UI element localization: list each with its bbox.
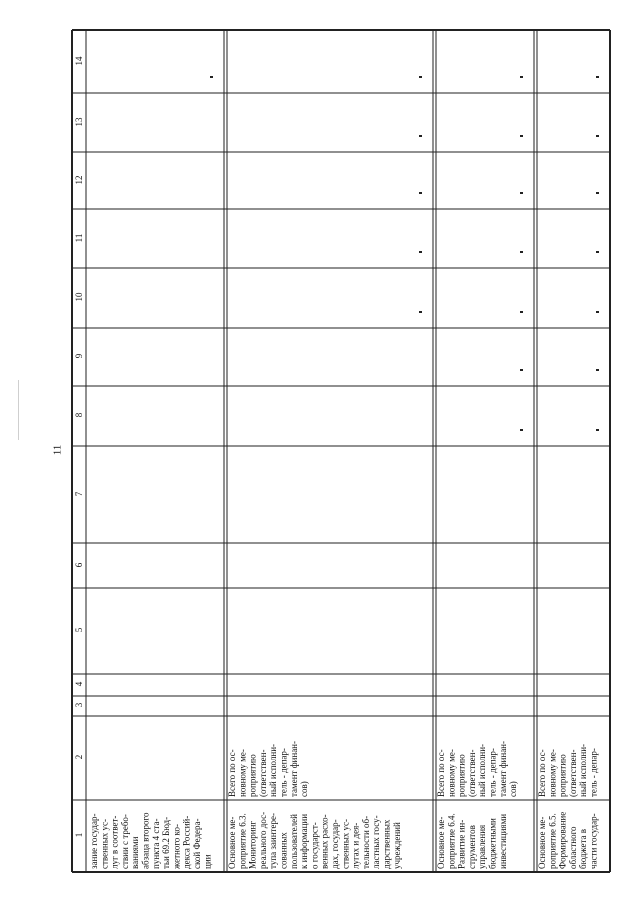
column-header-7: 7 [74, 491, 84, 496]
page-number: 11 [51, 444, 64, 456]
dash-mark [596, 251, 599, 253]
column-header-3: 3 [74, 702, 84, 708]
column-header-4: 4 [74, 681, 84, 687]
column-header-8: 8 [74, 412, 84, 418]
dash-mark [520, 135, 523, 137]
row-4-column-1: Основное ме- роприятие 6.5. Формирование областного бюджета в части государ- [537, 811, 599, 869]
column-header-13: 13 [74, 117, 84, 126]
row-2-column-1: Основное ме- роприятие 6.3. Мониторинг реального дос- тупа заинтере- сованных пользователей к информации о государст- венных расхо- дах, государ- ственных ус- лугах и дея- тельности об- ластных госу- дарственных учреждений [227, 811, 402, 869]
dash-mark [596, 192, 599, 194]
row-1-column-1: зание государ- ственных ус- луг в соответ- ствии с требо- ваниями абзаца второго пункта 4 ста- тьи 69.2 Бюд- жетного ко- декса Россий- ской Федера- ции [89, 812, 213, 869]
dash-mark [210, 76, 213, 78]
dash-mark [419, 192, 422, 194]
column-header-6: 6 [74, 562, 84, 567]
dash-mark [596, 369, 599, 371]
dash-mark [520, 251, 523, 253]
dash-mark [419, 135, 422, 137]
column-header-14: 14 [74, 56, 84, 65]
column-header-1: 1 [74, 832, 84, 838]
dash-mark [520, 311, 523, 313]
column-header-12: 12 [74, 175, 84, 184]
column-header-9: 9 [74, 353, 84, 359]
column-header-5: 5 [74, 627, 84, 633]
dash-mark [596, 429, 599, 431]
row-4-column-2: Всего по ос- новному ме- роприятию (ответствен- ный исполни- тель - депар- [537, 743, 599, 797]
dash-mark [520, 76, 523, 78]
dash-mark [419, 251, 422, 253]
dash-mark [596, 135, 599, 137]
dash-mark [419, 311, 422, 313]
dash-mark [520, 192, 523, 194]
row-3-column-1: Основное ме- роприятие 6.4. Развитие ин- струментов управления бюджетными инвестициями [436, 813, 508, 869]
dash-mark [596, 311, 599, 313]
row-3-column-2: Всего по ос- новному ме- роприятию (ответствен- ный исполни- тель - депар- тамент финан- сов) [436, 741, 519, 797]
dash-mark [419, 76, 422, 78]
column-header-2: 2 [74, 754, 84, 760]
dash-mark [520, 429, 523, 431]
dash-mark [520, 369, 523, 371]
column-header-11: 11 [74, 233, 84, 242]
dash-mark [596, 76, 599, 78]
column-header-10: 10 [74, 292, 84, 302]
row-2-column-2: Всего по ос- новному ме- роприятию (ответствен- ный исполни- тель - депар- тамент финан- сов) [227, 741, 310, 797]
